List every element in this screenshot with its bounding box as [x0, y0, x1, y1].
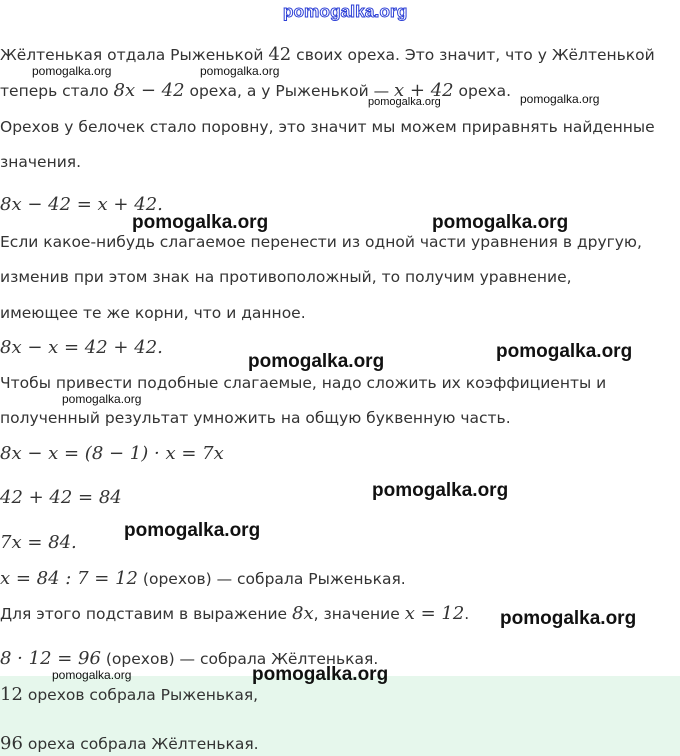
watermark: pomogalka.org [132, 212, 269, 233]
number: 42 [268, 44, 292, 65]
equation: 42 + 42 = 84 [0, 487, 122, 508]
equation-line [0, 568, 406, 589]
text: , значение [313, 605, 405, 623]
paragraph-line: Если какое-нибудь слагаемое перенести из одной части уравнения в другую, [0, 233, 642, 251]
math-expression: 8x − 42 [113, 80, 185, 101]
math-expression: 8 · 12 = 96 [0, 648, 101, 669]
text: Для этого подставим в выражение [0, 605, 292, 623]
watermark: pomogalka.org [520, 92, 600, 106]
watermark: pomogalka.org [52, 668, 132, 682]
watermark: pomogalka.org [32, 64, 112, 78]
paragraph-line: изменив при этом знак на противоположный, то получим уравнение, [0, 268, 572, 286]
paragraph-line: полученный результат умножить на общую буквенную часть. [0, 409, 511, 427]
answer-number: 96 [0, 733, 23, 754]
paragraph-line: Чтобы привести подобные слагаемые, надо сложить их коэффициенты и [0, 374, 607, 392]
paragraph-line [0, 44, 655, 65]
watermark: pomogalka.org [368, 96, 441, 108]
paragraph-line [0, 603, 469, 624]
equation: 8x − x = 42 + 42. [0, 337, 163, 358]
watermark: pomogalka.org [124, 520, 261, 541]
text: (орехов) — собрала Рыженькая. [137, 570, 406, 588]
watermark: pomogalka.org [200, 64, 280, 78]
text: своих ореха. Это значит, что у Жёлтенькой [291, 46, 655, 64]
answer-line [0, 684, 258, 705]
paragraph-line: значения. [0, 153, 82, 171]
math-expression: 8x [292, 603, 314, 624]
math-expression: x = 12 [404, 603, 465, 624]
answer-number: 12 [0, 684, 23, 705]
watermark: pomogalka.org [500, 608, 637, 629]
equation: 8x − x = (8 − 1) · x = 7x [0, 443, 224, 464]
paragraph-line: имеющее те же корни, что и данное. [0, 304, 306, 322]
math-expression: x + 42 [394, 80, 454, 101]
equation: 7x = 84. [0, 532, 77, 553]
text: (орехов) — собрала Жёлтенькая. [100, 650, 379, 668]
watermark-top: pomogalka.org [283, 2, 408, 21]
text: Жёлтенькая отдала Рыженькой [0, 46, 269, 64]
math-expression: x = 84 : 7 = 12 [0, 568, 138, 589]
watermark: pomogalka.org [432, 212, 569, 233]
text: теперь стало [0, 82, 114, 100]
watermark: pomogalka.org [248, 351, 385, 372]
watermark: pomogalka.org [496, 341, 633, 362]
paragraph-line: Орехов у белочек стало поровну, это значит мы можем приравнять найденные [0, 118, 655, 136]
text: ореха, а у Рыженькой — [184, 82, 395, 100]
answer-text: орехов собрала Рыженькая, [22, 686, 259, 704]
text: ореха. [453, 82, 512, 100]
equation: 8x − 42 = x + 42. [0, 194, 163, 215]
text: . [464, 605, 470, 623]
watermark: pomogalka.org [62, 392, 142, 406]
watermark: pomogalka.org [252, 664, 389, 685]
answer-line [0, 733, 259, 754]
answer-text: ореха собрала Жёлтенькая. [22, 735, 259, 753]
watermark: pomogalka.org [372, 480, 509, 501]
